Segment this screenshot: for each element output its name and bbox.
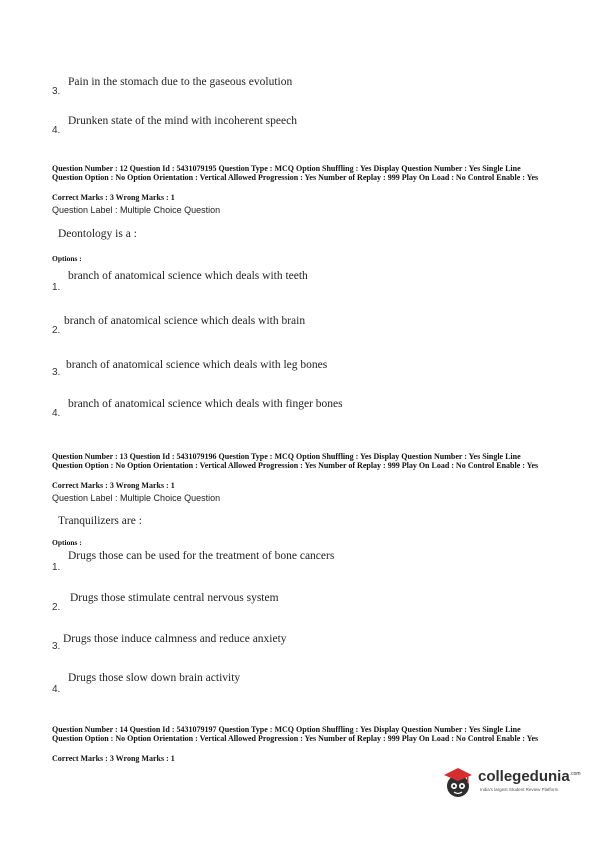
option-1[interactable] bbox=[0, 550, 560, 580]
option-number: 1. bbox=[52, 282, 61, 293]
question-meta: Question Number : 14 Question Id : 5431079197 Question Type : MCQ Option Shuffling : Yes Display Question Number : Yes Single Line Question Option : No Option Orientation : Vertical Allowed Progression : Yes Number of Replay : 999 Play On Load : No Control Enable : Yes bbox=[52, 725, 539, 743]
question-label: Question Label : Multiple Choice Question bbox=[52, 493, 221, 503]
option-text: Pain in the stomach due to the gaseous evolution bbox=[68, 76, 293, 88]
option-number: 2. bbox=[52, 325, 61, 336]
question-text: Deontology is a : bbox=[58, 228, 137, 240]
option-number: 1. bbox=[52, 562, 61, 573]
question-meta: Question Number : 12 Question Id : 5431079195 Question Type : MCQ Option Shuffling : Yes Display Question Number : Yes Single Line Question Option : No Option Orientation : Vertical Allowed Progression : Yes Number of Replay : 999 Play On Load : No Control Enable : Yes bbox=[52, 164, 539, 182]
marks-info: Correct Marks : 3 Wrong Marks : 1 bbox=[52, 481, 175, 490]
option-3[interactable] bbox=[0, 359, 560, 389]
option-1[interactable] bbox=[0, 270, 560, 300]
collegedunia-logo[interactable] bbox=[440, 762, 580, 802]
question-text: Tranquilizers are : bbox=[58, 515, 142, 527]
option-text: Drunken state of the mind with incoherent speech bbox=[68, 115, 297, 127]
option-number: 3. bbox=[52, 367, 61, 378]
option-number: 3. bbox=[52, 641, 61, 652]
option-4[interactable] bbox=[0, 672, 560, 702]
graduate-cap-mascot-icon bbox=[440, 764, 476, 800]
question-label: Question Label : Multiple Choice Question bbox=[52, 205, 221, 215]
marks-info: Correct Marks : 3 Wrong Marks : 1 bbox=[52, 754, 175, 763]
option-4[interactable] bbox=[0, 115, 560, 145]
option-number: 4. bbox=[52, 125, 61, 136]
option-number: 4. bbox=[52, 408, 61, 419]
option-text: branch of anatomical science which deals with finger bones bbox=[68, 398, 343, 410]
option-number: 4. bbox=[52, 684, 61, 695]
option-text: branch of anatomical science which deals with brain bbox=[64, 315, 306, 327]
option-text: Drugs those slow down brain activity bbox=[68, 672, 241, 684]
options-heading: Options : bbox=[52, 538, 82, 547]
option-text: Drugs those can be used for the treatment of bone cancers bbox=[68, 550, 335, 562]
marks-info: Correct Marks : 3 Wrong Marks : 1 bbox=[52, 193, 175, 202]
options-heading: Options : bbox=[52, 254, 82, 263]
option-number: 3. bbox=[52, 86, 61, 97]
option-number: 2. bbox=[52, 602, 61, 613]
option-3[interactable] bbox=[0, 633, 560, 663]
brand-tagline: India's largest Student Review Platform bbox=[480, 787, 559, 792]
option-4[interactable] bbox=[0, 398, 560, 428]
question-meta: Question Number : 13 Question Id : 5431079196 Question Type : MCQ Option Shuffling : Yes Display Question Number : Yes Single Line Question Option : No Option Orientation : Vertical Allowed Progression : Yes Number of Replay : 999 Play On Load : No Control Enable : Yes bbox=[52, 452, 539, 470]
option-text: branch of anatomical science which deals with teeth bbox=[68, 270, 308, 282]
option-text: branch of anatomical science which deals with leg bones bbox=[66, 359, 328, 371]
option-2[interactable] bbox=[0, 315, 560, 345]
brand-name: collegedunia$^{.com}$ bbox=[478, 768, 581, 785]
option-3[interactable] bbox=[0, 76, 560, 106]
option-2[interactable] bbox=[0, 592, 560, 622]
option-text: Drugs those stimulate central nervous system bbox=[70, 592, 279, 604]
option-text: Drugs those induce calmness and reduce anxiety bbox=[63, 633, 287, 645]
